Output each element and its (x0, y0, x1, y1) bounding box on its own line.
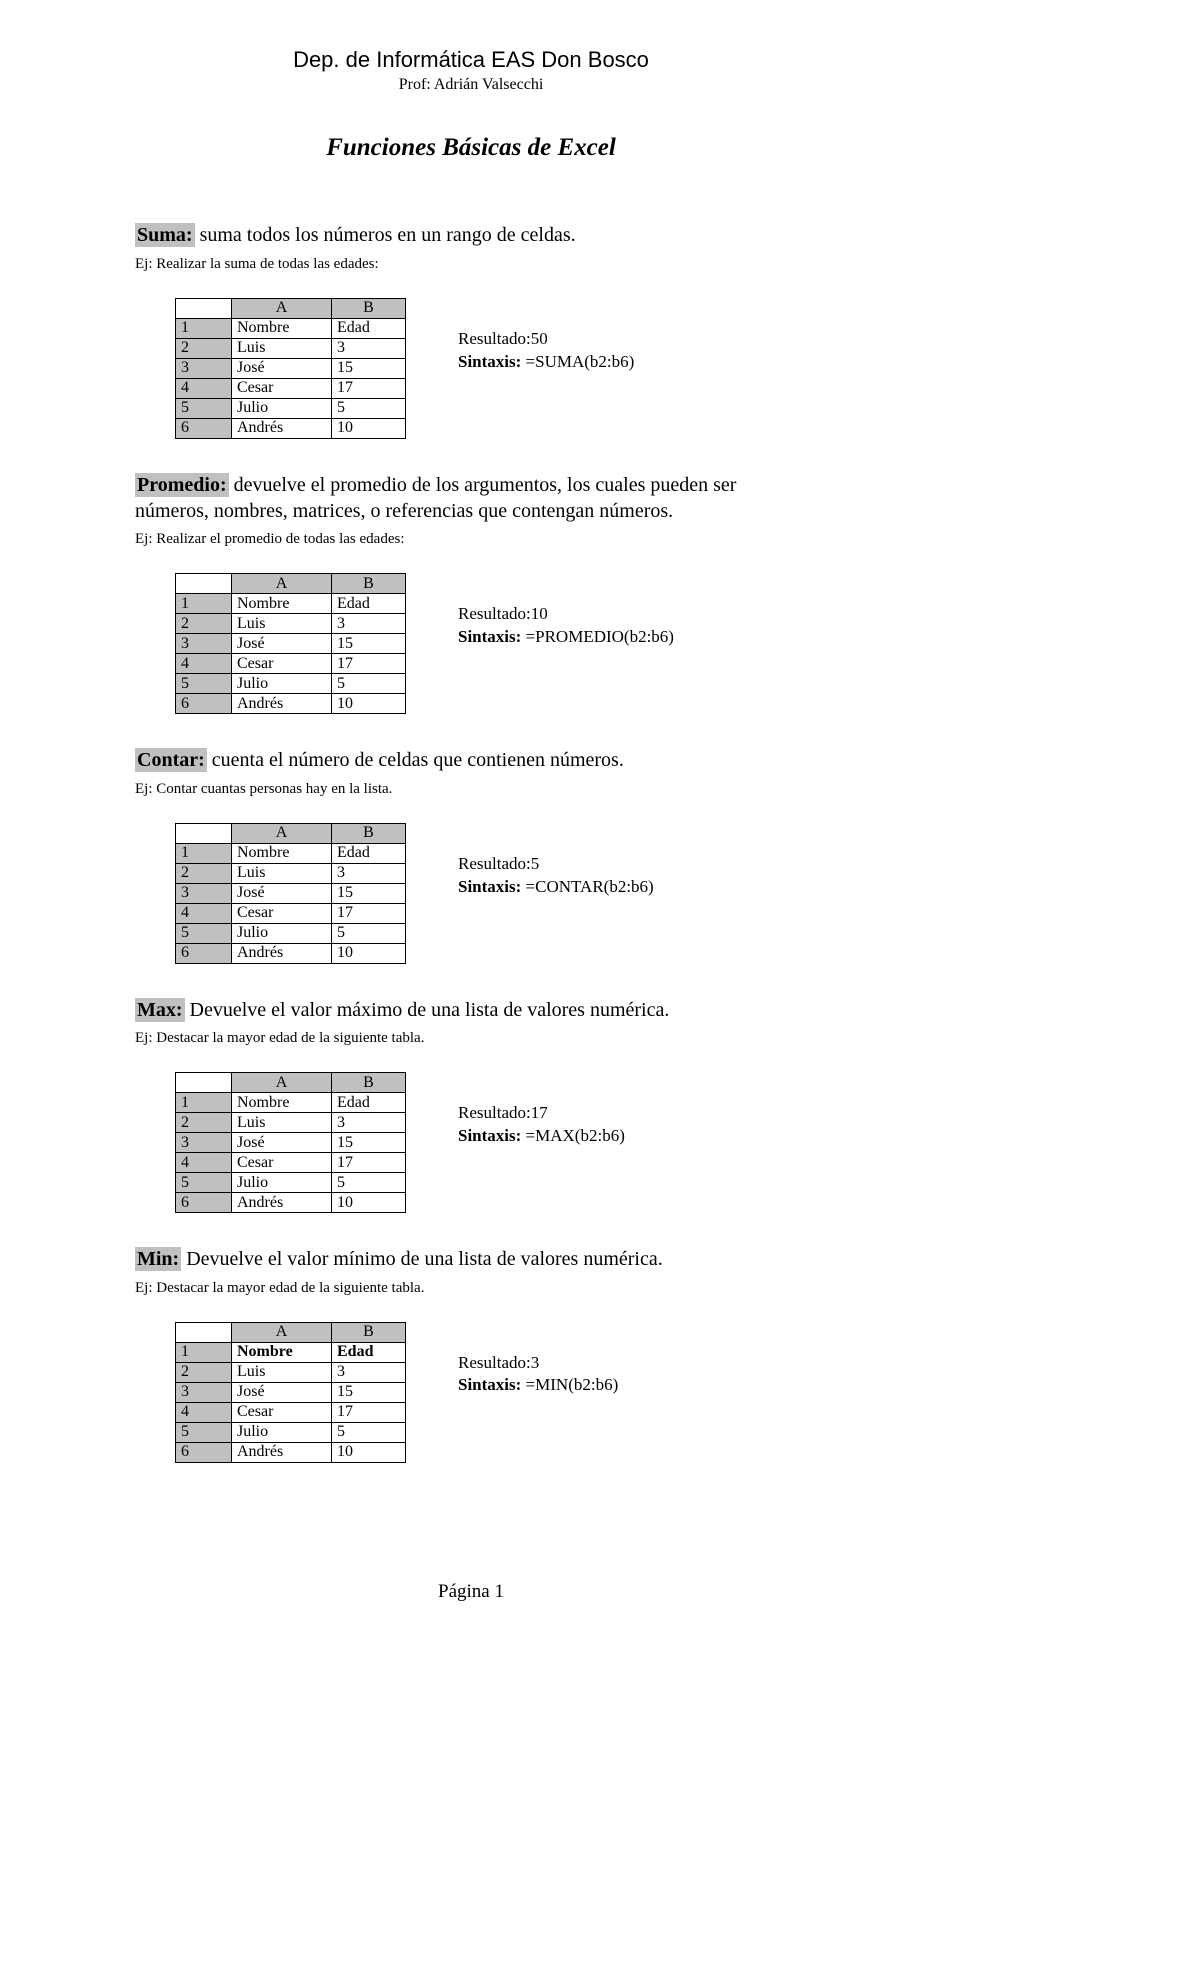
example-line: Ej: Realizar la suma de todas las edades: (135, 255, 379, 272)
example-line: Ej: Destacar la mayor edad de la siguiente tabla. (135, 1279, 425, 1296)
cell-edad: Edad (332, 594, 406, 614)
spreadsheet-table (175, 823, 406, 964)
table-row (176, 378, 406, 398)
column-header: B (332, 298, 406, 318)
row-number-cell: 1 (176, 843, 232, 863)
table-row (176, 318, 406, 338)
cell-edad: 17 (332, 903, 406, 923)
table-row (176, 1093, 406, 1113)
cell-nombre: Nombre (232, 318, 332, 338)
table-row (176, 863, 406, 883)
cell-edad: 10 (332, 418, 406, 438)
cell-nombre: Luis (232, 1113, 332, 1133)
result-box (458, 298, 634, 374)
cell-edad: Edad (332, 1342, 406, 1362)
syntax-line (458, 876, 654, 899)
cell-nombre: Andrés (232, 694, 332, 714)
table-row (176, 594, 406, 614)
section-description (135, 997, 807, 1023)
description-text: devuelve el promedio de los argumentos, los cuales pueden ser números, nombres, matrices, o referencias que contengan números. (135, 473, 737, 522)
syntax-value: =MIN(b2:b6) (525, 1375, 619, 1395)
document-footer (135, 1581, 807, 1603)
section-promedio (135, 472, 807, 715)
table-row (176, 1133, 406, 1153)
cell-edad: 17 (332, 378, 406, 398)
cell-nombre: José (232, 1133, 332, 1153)
row-number-cell: 6 (176, 943, 232, 963)
cell-nombre: Andrés (232, 943, 332, 963)
row-number-cell: 1 (176, 1342, 232, 1362)
row-number-cell: 3 (176, 1133, 232, 1153)
cell-nombre: Julio (232, 398, 332, 418)
cell-nombre: Cesar (232, 1153, 332, 1173)
cell-edad: 17 (332, 1153, 406, 1173)
cell-nombre: Nombre (232, 594, 332, 614)
cell-edad: 17 (332, 1402, 406, 1422)
syntax-line (458, 626, 674, 649)
result-line: Resultado:5 (458, 853, 540, 873)
cell-nombre: José (232, 634, 332, 654)
row-number-cell: 2 (176, 863, 232, 883)
cell-nombre: Luis (232, 863, 332, 883)
table-row (176, 418, 406, 438)
cell-nombre: Julio (232, 1173, 332, 1193)
table-area (175, 1072, 807, 1213)
cell-edad: 10 (332, 694, 406, 714)
cell-edad: 15 (332, 1133, 406, 1153)
row-number-cell: 6 (176, 1442, 232, 1462)
section-description (135, 472, 807, 525)
table-header-row (176, 298, 406, 318)
description-text: cuenta el número de celdas que contienen números. (211, 749, 624, 772)
cell-nombre: Cesar (232, 1402, 332, 1422)
cell-edad: 15 (332, 883, 406, 903)
result-line: Resultado:3 (458, 1352, 540, 1372)
cell-edad: 15 (332, 1382, 406, 1402)
cell-edad: 10 (332, 1442, 406, 1462)
row-number-cell: 5 (176, 923, 232, 943)
table-header-row (176, 1322, 406, 1342)
row-number-cell: 4 (176, 654, 232, 674)
section-suma (135, 222, 807, 438)
row-number-cell: 2 (176, 614, 232, 634)
syntax-line (458, 1125, 625, 1148)
column-header: A (232, 823, 332, 843)
document-title: Funciones Básicas de Excel (326, 134, 616, 162)
syntax-value: =MAX(b2:b6) (525, 1126, 625, 1146)
row-number-cell: 3 (176, 358, 232, 378)
term-min: Min: (137, 1248, 180, 1271)
corner-cell (176, 823, 232, 843)
spreadsheet-table (175, 1322, 406, 1463)
row-number-cell: 5 (176, 1173, 232, 1193)
row-number-cell: 2 (176, 1113, 232, 1133)
cell-nombre: Andrés (232, 1442, 332, 1462)
row-number-cell: 5 (176, 1422, 232, 1442)
table-row (176, 674, 406, 694)
column-header: A (232, 574, 332, 594)
row-number-cell: 2 (176, 1362, 232, 1382)
table-row (176, 1402, 406, 1422)
syntax-label: Sintaxis: (458, 1375, 522, 1395)
corner-cell (176, 1073, 232, 1093)
department-title: Dep. de Informática EAS Don Bosco (293, 47, 649, 72)
result-line: Resultado:10 (458, 604, 548, 624)
term-suma: Suma: (137, 224, 193, 247)
table-row (176, 654, 406, 674)
table-row (176, 1382, 406, 1402)
cell-edad: 5 (332, 398, 406, 418)
cell-edad: 10 (332, 943, 406, 963)
row-number-cell: 6 (176, 694, 232, 714)
description-text: suma todos los números en un rango de celdas. (199, 224, 576, 247)
cell-edad: 17 (332, 654, 406, 674)
table-row (176, 1442, 406, 1462)
row-number-cell: 5 (176, 674, 232, 694)
table-area (175, 1322, 807, 1463)
cell-edad: 5 (332, 674, 406, 694)
table-row (176, 923, 406, 943)
cell-edad: Edad (332, 318, 406, 338)
table-area (175, 298, 807, 439)
example-line: Ej: Contar cuantas personas hay en la lista. (135, 780, 393, 797)
cell-nombre: José (232, 883, 332, 903)
table-row (176, 903, 406, 923)
row-number-cell: 3 (176, 1382, 232, 1402)
cell-edad: 5 (332, 1422, 406, 1442)
page-number: Página 1 (438, 1580, 504, 1602)
cell-nombre: Andrés (232, 1193, 332, 1213)
cell-nombre: Cesar (232, 903, 332, 923)
row-number-cell: 3 (176, 883, 232, 903)
table-row (176, 1193, 406, 1213)
cell-edad: 3 (332, 338, 406, 358)
table-area (175, 573, 807, 714)
section-description (135, 747, 807, 773)
table-row (176, 1362, 406, 1382)
result-box (458, 573, 674, 649)
cell-nombre: Luis (232, 338, 332, 358)
cell-edad: Edad (332, 843, 406, 863)
term-promedio: Promedio: (137, 473, 227, 496)
table-row (176, 1153, 406, 1173)
row-number-cell: 4 (176, 1402, 232, 1422)
cell-edad: 15 (332, 634, 406, 654)
row-number-cell: 1 (176, 318, 232, 338)
table-row (176, 1173, 406, 1193)
row-number-cell: 1 (176, 594, 232, 614)
table-row (176, 843, 406, 863)
row-number-cell: 4 (176, 378, 232, 398)
row-number-cell: 1 (176, 1093, 232, 1113)
row-number-cell: 5 (176, 398, 232, 418)
description-text: Devuelve el valor mínimo de una lista de valores numérica. (186, 1248, 663, 1271)
cell-nombre: Julio (232, 674, 332, 694)
table-row (176, 634, 406, 654)
cell-nombre: Luis (232, 1362, 332, 1382)
row-number-cell: 6 (176, 1193, 232, 1213)
cell-nombre: Nombre (232, 843, 332, 863)
column-header: A (232, 1073, 332, 1093)
cell-edad: 3 (332, 614, 406, 634)
syntax-label: Sintaxis: (458, 1126, 522, 1146)
syntax-label: Sintaxis: (458, 627, 522, 647)
table-row (176, 943, 406, 963)
result-line: Resultado:50 (458, 328, 548, 348)
row-number-cell: 4 (176, 1153, 232, 1173)
cell-nombre: Nombre (232, 1093, 332, 1113)
result-box (458, 823, 654, 899)
column-header: B (332, 1322, 406, 1342)
syntax-line (458, 351, 634, 374)
cell-edad: 15 (332, 358, 406, 378)
term-contar: Contar: (137, 749, 205, 772)
term-max: Max: (137, 998, 183, 1021)
sections-container (135, 222, 807, 1462)
column-header: B (332, 574, 406, 594)
section-description (135, 1246, 807, 1272)
table-row (176, 338, 406, 358)
cell-nombre: Luis (232, 614, 332, 634)
cell-nombre: José (232, 358, 332, 378)
row-number-cell: 2 (176, 338, 232, 358)
cell-nombre: Nombre (232, 1342, 332, 1362)
spreadsheet-table (175, 1072, 406, 1213)
row-number-cell: 4 (176, 903, 232, 923)
row-number-cell: 3 (176, 634, 232, 654)
table-row (176, 694, 406, 714)
row-number-cell: 6 (176, 418, 232, 438)
table-row (176, 883, 406, 903)
table-header-row (176, 574, 406, 594)
corner-cell (176, 1322, 232, 1342)
cell-edad: 5 (332, 1173, 406, 1193)
table-row (176, 398, 406, 418)
result-line: Resultado:17 (458, 1103, 548, 1123)
section-min (135, 1246, 807, 1462)
cell-nombre: Julio (232, 1422, 332, 1442)
result-box (458, 1322, 618, 1398)
corner-cell (176, 298, 232, 318)
syntax-label: Sintaxis: (458, 876, 522, 896)
cell-edad: 3 (332, 1113, 406, 1133)
spreadsheet-table (175, 298, 406, 439)
syntax-value: =PROMEDIO(b2:b6) (525, 627, 674, 647)
cell-nombre: Julio (232, 923, 332, 943)
column-header: A (232, 298, 332, 318)
document-header (135, 48, 807, 162)
cell-edad: Edad (332, 1093, 406, 1113)
syntax-value: =SUMA(b2:b6) (525, 351, 635, 371)
syntax-value: =CONTAR(b2:b6) (525, 876, 654, 896)
cell-edad: 3 (332, 863, 406, 883)
cell-nombre: Cesar (232, 378, 332, 398)
result-box (458, 1072, 625, 1148)
example-line: Ej: Realizar el promedio de todas las edades: (135, 531, 405, 548)
cell-edad: 5 (332, 923, 406, 943)
cell-edad: 3 (332, 1362, 406, 1382)
example-line: Ej: Destacar la mayor edad de la siguiente tabla. (135, 1030, 425, 1047)
table-row (176, 1113, 406, 1133)
table-row (176, 614, 406, 634)
cell-edad: 10 (332, 1193, 406, 1213)
cell-nombre: Cesar (232, 654, 332, 674)
column-header: B (332, 823, 406, 843)
column-header: B (332, 1073, 406, 1093)
section-description (135, 222, 807, 248)
syntax-label: Sintaxis: (458, 351, 522, 371)
cell-nombre: José (232, 1382, 332, 1402)
table-header-row (176, 1073, 406, 1093)
spreadsheet-table (175, 573, 406, 714)
table-area (175, 823, 807, 964)
description-text: Devuelve el valor máximo de una lista de valores numérica. (189, 998, 670, 1021)
table-header-row (176, 823, 406, 843)
column-header: A (232, 1322, 332, 1342)
syntax-line (458, 1374, 618, 1397)
cell-nombre: Andrés (232, 418, 332, 438)
table-row (176, 1422, 406, 1442)
table-row (176, 358, 406, 378)
corner-cell (176, 574, 232, 594)
section-contar (135, 747, 807, 963)
professor-line: Prof: Adrián Valsecchi (398, 76, 544, 94)
section-max (135, 997, 807, 1213)
table-row (176, 1342, 406, 1362)
